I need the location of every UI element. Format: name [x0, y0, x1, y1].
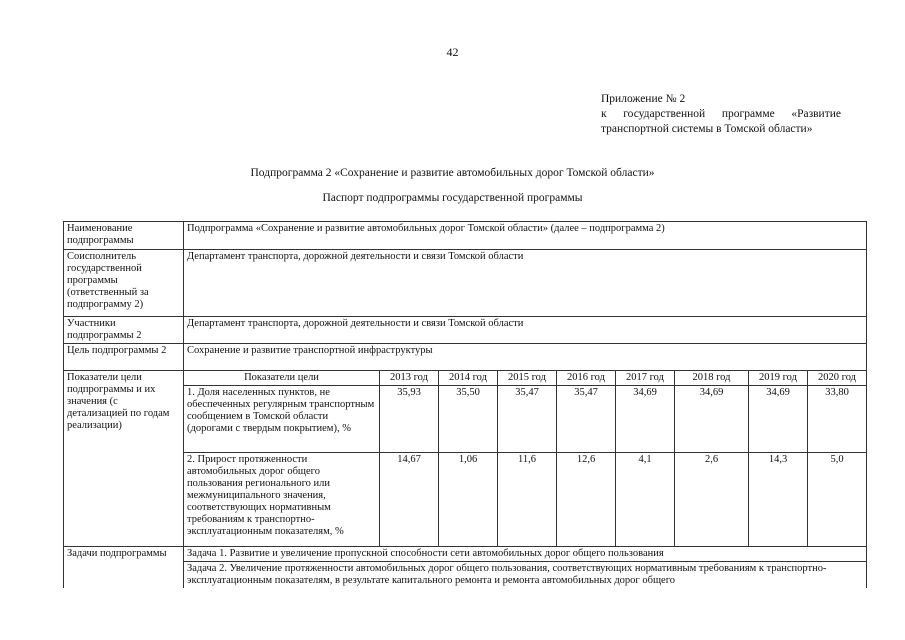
indicator-value: 14,3 — [749, 453, 808, 547]
indicator-value: 35,50 — [439, 386, 498, 453]
year-header: 2017 год — [616, 371, 675, 386]
tasks-label: Задачи подпрограммы — [64, 547, 184, 589]
participants-label: Участники подпрограммы 2 — [64, 317, 184, 344]
indicator-value: 11,6 — [498, 453, 557, 547]
appendix-line-2: к государственной программе «Развитие — [601, 108, 841, 120]
indicator-value: 14,67 — [380, 453, 439, 547]
appendix-line-1: Приложение № 2 — [601, 93, 686, 105]
indicator-value: 5,0 — [808, 453, 867, 547]
row-name — [64, 222, 867, 250]
indicator-value: 1,06 — [439, 453, 498, 547]
goal-label: Цель подпрограммы 2 — [64, 344, 184, 371]
indicator-name: 1. Доля населенных пунктов, не обеспеченных регулярным транспортным сообщением в Томской области (дорогами с твердым покрытием), % — [184, 386, 380, 453]
year-header: 2016 год — [557, 371, 616, 386]
indicator-value: 2,6 — [675, 453, 749, 547]
indicator-value: 34,69 — [675, 386, 749, 453]
task-2: Задача 2. Увеличение протяженности автомобильных дорог общего пользования, соответствующих нормативным требованиям к транспортно-эксплуатационным показателям, в результате капитального ремонта и ремонта автомобильных дорог общего — [184, 562, 867, 589]
name-label: Наименование подпрограммы — [64, 222, 184, 250]
year-header: 2019 год — [749, 371, 808, 386]
page-number: 42 — [446, 45, 459, 59]
row-goal — [64, 344, 867, 371]
indicator-value: 35,93 — [380, 386, 439, 453]
participants-value: Департамент транспорта, дорожной деятельности и связи Томской области — [184, 317, 867, 344]
row-participants — [64, 317, 867, 344]
indicator-row — [64, 453, 867, 547]
name-value: Подпрограмма «Сохранение и развитие автомобильных дорог Томской области» (далее – подпрограмма 2) — [184, 222, 867, 250]
indicator-value: 34,69 — [749, 386, 808, 453]
indicators-label: Показатели цели подпрограммы и их значения (с детализацией по годам реализации) — [64, 371, 184, 547]
appendix-note — [601, 92, 841, 137]
task-1: Задача 1. Развитие и увеличение пропускной способности сети автомобильных дорог общего пользования — [184, 547, 867, 562]
coexecutor-label: Соисполнитель государственной программы (ответственный за подпрограмму 2) — [64, 250, 184, 317]
indicator-value: 33,80 — [808, 386, 867, 453]
year-header: 2018 год — [675, 371, 749, 386]
year-header: 2020 год — [808, 371, 867, 386]
goal-value: Сохранение и развитие транспортной инфраструктуры — [184, 344, 867, 371]
row-indicators-header — [64, 371, 867, 386]
indicator-name: 2. Прирост протяженности автомобильных дорог общего пользования регионального или межмуниципального значения, соответствующих нормативным требованиям к транспортно-эксплуатационным показателям, % — [184, 453, 380, 547]
subprogram-title: Подпрограмма 2 «Сохранение и развитие автомобильных дорог Томской области» — [250, 167, 655, 179]
indicator-value: 4,1 — [616, 453, 675, 547]
appendix-line-3: транспортной системы в Томской области» — [601, 123, 813, 135]
year-header: 2013 год — [380, 371, 439, 386]
indicator-value: 35,47 — [498, 386, 557, 453]
year-header: 2015 год — [498, 371, 557, 386]
indicator-row — [64, 386, 867, 453]
coexecutor-value: Департамент транспорта, дорожной деятельности и связи Томской области — [184, 250, 867, 317]
row-task-1 — [64, 547, 867, 562]
row-coexecutor — [64, 250, 867, 317]
year-header: 2014 год — [439, 371, 498, 386]
passport-table — [63, 221, 867, 588]
indicators-header: Показатели цели — [184, 371, 380, 386]
indicator-value: 34,69 — [616, 386, 675, 453]
row-task-2 — [64, 562, 867, 589]
indicator-value: 35,47 — [557, 386, 616, 453]
indicator-value: 12,6 — [557, 453, 616, 547]
passport-title: Паспорт подпрограммы государственной программы — [322, 192, 583, 204]
